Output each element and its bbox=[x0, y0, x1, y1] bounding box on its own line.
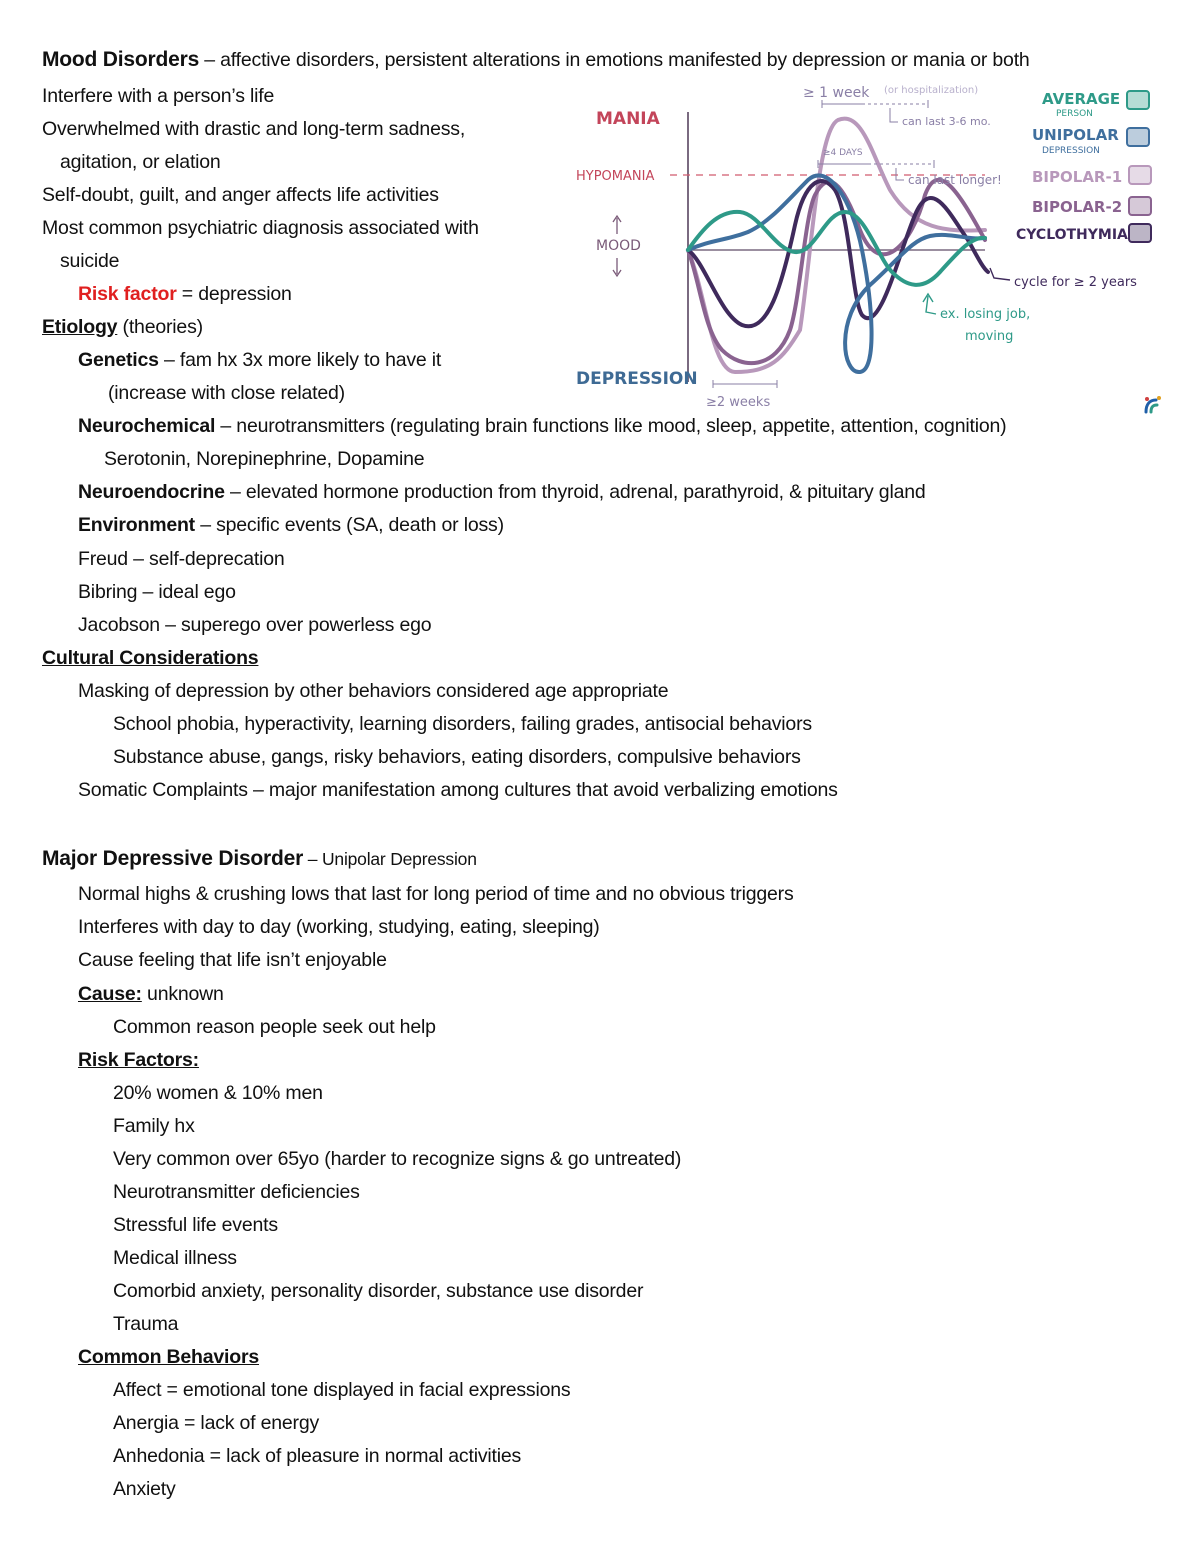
risk-factor-line bbox=[78, 282, 292, 306]
list-item: 20% women & 10% men bbox=[113, 1082, 323, 1104]
legend-swatch bbox=[1129, 197, 1151, 215]
common-behaviors-heading: Common Behaviors bbox=[78, 1346, 260, 1368]
list-item: Comorbid anxiety, personality disorder, substance use disorder bbox=[113, 1280, 644, 1302]
list-item: Medical illness bbox=[113, 1247, 237, 1269]
bibring-line: Bibring – ideal ego bbox=[78, 581, 236, 603]
list-item: Family hx bbox=[113, 1115, 195, 1137]
masking-line: Masking of depression by other behaviors considered age appropriate bbox=[78, 680, 669, 702]
neuroendocrine-label: Neuroendocrine bbox=[78, 481, 225, 503]
cultural-considerations-heading: Cultural Considerations bbox=[42, 647, 259, 669]
etiology-heading bbox=[42, 315, 203, 339]
neuroendocrine-line bbox=[78, 480, 926, 504]
interfere-line: Interfere with a person’s life bbox=[42, 85, 275, 107]
can-last-longer-pointer bbox=[896, 168, 904, 180]
cycle-pointer bbox=[990, 268, 1010, 280]
legend-bipolar-1 bbox=[1032, 166, 1151, 186]
hypomania-label: HYPOMANIA bbox=[576, 169, 655, 184]
interferes-line: Interferes with day to day (working, studying, eating, sleeping) bbox=[78, 916, 600, 938]
mania-label: MANIA bbox=[596, 109, 660, 129]
list-item: Stressful life events bbox=[113, 1214, 278, 1236]
risk-factors-heading: Risk Factors: bbox=[78, 1049, 199, 1071]
substance-abuse-line: Substance abuse, gangs, risky behaviors, eating disorders, compulsive behaviors bbox=[113, 746, 801, 768]
four-days-note: ≥4 DAYS bbox=[823, 148, 863, 158]
legend-label: UNIPOLAR bbox=[1032, 126, 1119, 144]
legend-swatch bbox=[1127, 128, 1149, 146]
genetics-label: Genetics bbox=[78, 349, 159, 371]
mood-label: MOOD bbox=[596, 238, 641, 254]
environment-text: – specific events (SA, death or loss) bbox=[194, 514, 504, 536]
legend-label: BIPOLAR-1 bbox=[1032, 168, 1123, 186]
average-person-curve bbox=[688, 212, 985, 285]
risk-factor-label: Risk factor bbox=[78, 283, 177, 305]
depression-label: DEPRESSION bbox=[576, 369, 698, 389]
mdd-title: Major Depressive Disorder bbox=[42, 847, 304, 870]
neurotransmitter-list: Serotonin, Norepinephrine, Dopamine bbox=[104, 448, 425, 470]
two-weeks-note: ≥2 weeks bbox=[706, 395, 771, 410]
mood-cycle-diagram bbox=[568, 74, 1168, 420]
can-last-longer-note: can last longer! bbox=[908, 173, 1002, 187]
cycle-two-years-note: cycle for ≥ 2 years bbox=[1014, 275, 1137, 290]
app-logo-icon bbox=[1140, 392, 1164, 416]
two-weeks-bracket bbox=[713, 380, 777, 388]
list-item: Trauma bbox=[113, 1313, 179, 1335]
mood-disorders-title: Mood Disorders bbox=[42, 48, 200, 71]
hospitalization-note: (or hospitalization) bbox=[884, 85, 979, 96]
self-doubt-line: Self-doubt, guilt, and anger affects life activities bbox=[42, 184, 439, 206]
genetics-line-continued: (increase with close related) bbox=[108, 382, 345, 404]
overwhelmed-line: Overwhelmed with drastic and long-term sadness, bbox=[42, 118, 466, 140]
neurochemical-label: Neurochemical bbox=[78, 415, 216, 437]
list-item: Anxiety bbox=[113, 1478, 176, 1500]
event-note-line-1: ex. losing job, bbox=[940, 307, 1031, 322]
somatic-complaints-line: Somatic Complaints – major manifestation among cultures that avoid verbalizing emotions bbox=[78, 779, 838, 801]
neurochemical-text: – neurotransmitters (regulating brain functions like mood, sleep, appetite, attention, cognition) bbox=[215, 415, 1007, 437]
legend-unipolar bbox=[1032, 126, 1149, 156]
etiology-label: Etiology bbox=[42, 316, 118, 338]
genetics-text: – fam hx 3x more likely to have it bbox=[158, 349, 442, 371]
one-week-bracket bbox=[822, 100, 928, 108]
risk-factor-value: = depression bbox=[176, 283, 292, 305]
legend-label: AVERAGE bbox=[1042, 90, 1121, 108]
list-item: Anhedonia = lack of pleasure in normal activities bbox=[113, 1445, 522, 1467]
can-last-pointer bbox=[890, 108, 898, 122]
cause-label: Cause: bbox=[78, 983, 142, 1005]
cause-line bbox=[78, 982, 224, 1006]
mood-disorders-description: – affective disorders, persistent alterations in emotions manifested by depression or mania or both bbox=[199, 49, 1030, 71]
mood-cycle-svg bbox=[568, 74, 1168, 420]
school-phobia-line: School phobia, hyperactivity, learning disorders, failing grades, antisocial behaviors bbox=[113, 713, 812, 735]
cyclothymia-curve bbox=[688, 181, 988, 326]
overwhelmed-line-continued: agitation, or elation bbox=[60, 151, 221, 173]
neuroendocrine-text: – elevated hormone production from thyroid, adrenal, parathyroid, & pituitary gland bbox=[224, 481, 926, 503]
most-common-line-continued: suicide bbox=[60, 250, 120, 272]
cause-value: unknown bbox=[141, 983, 224, 1005]
mdd-subtitle: – Unipolar Depression bbox=[303, 849, 477, 869]
list-item: Anergia = lack of energy bbox=[113, 1412, 320, 1434]
mdd-heading-line bbox=[42, 847, 477, 871]
etiology-note: (theories) bbox=[117, 316, 203, 338]
genetics-line bbox=[78, 348, 441, 372]
legend-swatch bbox=[1129, 224, 1151, 242]
legend-cyclothymia bbox=[1016, 224, 1151, 243]
can-last-months-note: can last 3-6 mo. bbox=[902, 115, 991, 128]
legend-sublabel: PERSON bbox=[1056, 109, 1093, 119]
one-week-note: ≥ 1 week bbox=[803, 85, 870, 101]
cause-feeling-line: Cause feeling that life isn’t enjoyable bbox=[78, 949, 387, 971]
normal-highs-line: Normal highs & crushing lows that last for long period of time and no obvious triggers bbox=[78, 883, 794, 905]
environment-label: Environment bbox=[78, 514, 195, 536]
legend-label: CYCLOTHYMIA bbox=[1016, 227, 1128, 243]
environment-line bbox=[78, 513, 504, 537]
common-reason-line: Common reason people seek out help bbox=[113, 1016, 436, 1038]
event-note-line-2: moving bbox=[965, 329, 1014, 344]
legend-swatch bbox=[1129, 166, 1151, 184]
list-item: Neurotransmitter deficiencies bbox=[113, 1181, 360, 1203]
most-common-line: Most common psychiatric diagnosis associated with bbox=[42, 217, 479, 239]
legend-sublabel: DEPRESSION bbox=[1042, 146, 1100, 156]
freud-line: Freud – self-deprecation bbox=[78, 548, 285, 570]
legend-bipolar-2 bbox=[1032, 197, 1151, 216]
jacobson-line: Jacobson – superego over powerless ego bbox=[78, 614, 432, 636]
legend-average bbox=[1042, 90, 1149, 119]
legend-label: BIPOLAR-2 bbox=[1032, 198, 1123, 216]
list-item: Very common over 65yo (harder to recognize signs & go untreated) bbox=[113, 1148, 682, 1170]
list-item: Affect = emotional tone displayed in facial expressions bbox=[113, 1379, 571, 1401]
legend-swatch bbox=[1127, 91, 1149, 109]
mood-disorders-heading-line bbox=[42, 48, 1030, 72]
